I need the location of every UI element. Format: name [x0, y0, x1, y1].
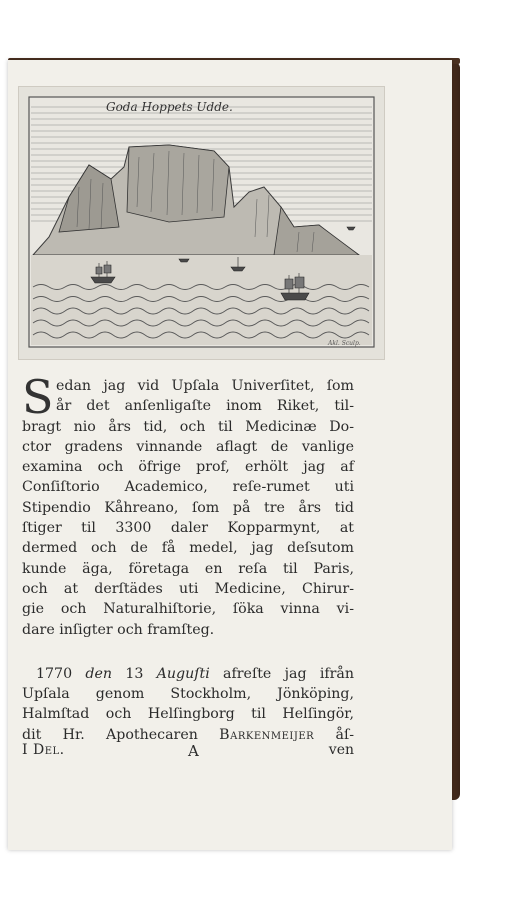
volume-marker: I Del. — [22, 742, 65, 758]
text-line — [36, 664, 354, 684]
paragraph-2 — [36, 664, 354, 684]
date-day: 13 — [112, 666, 157, 682]
text-line: dare inſigter och framſteg. — [22, 621, 215, 638]
engraving-illustration — [19, 87, 384, 359]
text-line: ctor gradens vinnande aflagt de vanlige — [22, 438, 354, 455]
paragraph-1 — [22, 370, 354, 640]
page-footer — [22, 742, 354, 764]
text-line: gie och Naturalhiſtorie, ſöka vinna vi- — [22, 601, 354, 618]
text-line: Halmſtad och Helſingborg til Helſingör, — [22, 706, 354, 723]
date-den: den — [85, 666, 113, 682]
text-line: bragt nio års tid, och til Medicinæ Do- — [22, 418, 354, 435]
text-line: kunde äga, företaga en reſa til Paris, — [22, 560, 354, 577]
drop-cap: S — [22, 370, 54, 424]
line-end: åſ- — [314, 726, 355, 743]
text-line: examina och öfrige prof, erhölt jag af — [22, 459, 354, 476]
catchword: ven — [328, 742, 354, 758]
paragraph-2-body — [22, 684, 354, 745]
signature-mark: A — [188, 742, 199, 760]
line-start: dit Hr. Apothecaren — [22, 726, 220, 743]
text-line: år det anſenligaſte inom Riket, til- — [56, 398, 354, 415]
text-line: ſtiger til 3300 daler Kopparmynt, at — [22, 520, 354, 537]
date-month: Auguſti — [156, 666, 210, 682]
text-line: och at derſtädes uti Medicine, Chirur- — [22, 580, 354, 597]
text-line: Stipendio Kåhreano, ſom på tre års tid — [22, 499, 354, 516]
date-year: 1770 — [36, 666, 86, 682]
engraver-signature: Akl. Sculp. — [328, 340, 361, 347]
plate-caption: Goda Hoppets Udde. — [106, 100, 233, 114]
engraving-plate — [18, 86, 385, 360]
person-name: Barkenmeijer — [219, 726, 315, 743]
text-line: dermed och de få medel, jag deſsutom — [22, 540, 354, 557]
text-line: Upſala genom Stockholm, Jönköping, — [22, 686, 354, 702]
text-line: edan jag vid Upſala Univerſitet, ſom — [56, 378, 354, 394]
line-rest: afreſte jag ifrån — [209, 666, 354, 682]
text-line: Conſiſtorio Academico, reſe-rumet uti — [22, 479, 354, 496]
